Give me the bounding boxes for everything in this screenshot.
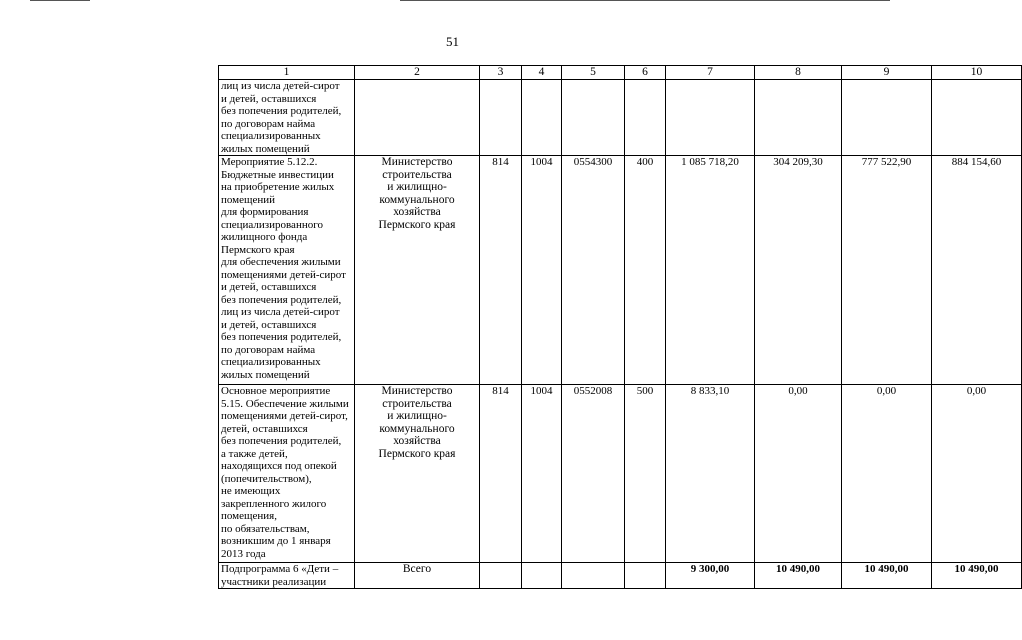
scan-artifact [30, 0, 90, 1]
row-c9: 10 490,00 [842, 563, 932, 589]
row-c4: 1004 [522, 385, 562, 563]
row-c9 [842, 80, 932, 156]
row-c6 [625, 563, 666, 589]
row-c3 [480, 80, 522, 156]
header-cell: 6 [625, 66, 666, 80]
row-org: Министерство строительства и жилищно- коммунального хозяйства Пермского края [355, 385, 480, 563]
row-c3 [480, 563, 522, 589]
row-org: Всего [355, 563, 480, 589]
header-cell: 7 [666, 66, 755, 80]
row-c5: 0552008 [562, 385, 625, 563]
scan-artifact [400, 0, 890, 1]
row-org [355, 80, 480, 156]
row-c7: 9 300,00 [666, 563, 755, 589]
table-row [219, 156, 1022, 385]
row-name: Основное мероприятие 5.15. Обеспечение жилыми помещениями детей-сирот, детей, оставшихся без попечения родителей, а также детей, находящихся под опекой (попечительством), не имеющих закрепленного жилого помещения, по обязательствам, возникшим до 1 января 2013 года [219, 385, 355, 563]
row-c4: 1004 [522, 156, 562, 385]
row-c4 [522, 563, 562, 589]
row-name: Мероприятие 5.12.2. Бюджетные инвестиции на приобретение жилых помещений для формирования специализированного жилищного фонда Пермского края для обеспечения жилыми помещениями детей-сирот и детей, оставшихся без попечения родителей, лиц из числа детей-сирот и детей, оставшихся без попечения родителей, по договорам найма специализированных жилых помещений [219, 156, 355, 385]
table-row [219, 385, 1022, 563]
row-c7: 8 833,10 [666, 385, 755, 563]
table-row [219, 563, 1022, 589]
row-c5: 0554300 [562, 156, 625, 385]
budget-table-body [218, 65, 1022, 589]
header-cell: 5 [562, 66, 625, 80]
row-c7 [666, 80, 755, 156]
header-cell: 8 [755, 66, 842, 80]
row-c4 [522, 80, 562, 156]
table-row [219, 80, 1022, 156]
row-c6: 400 [625, 156, 666, 385]
row-c10 [932, 80, 1022, 156]
header-cell: 2 [355, 66, 480, 80]
row-c10: 10 490,00 [932, 563, 1022, 589]
header-cell: 1 [219, 66, 355, 80]
row-name: Подпрограмма 6 «Дети – участники реализации [219, 563, 355, 589]
row-c8 [755, 80, 842, 156]
row-c9: 0,00 [842, 385, 932, 563]
row-c6 [625, 80, 666, 156]
row-c3: 814 [480, 156, 522, 385]
row-c5 [562, 563, 625, 589]
row-c8: 0,00 [755, 385, 842, 563]
row-org: Министерство строительства и жилищно- коммунального хозяйства Пермского края [355, 156, 480, 385]
header-cell: 4 [522, 66, 562, 80]
row-c9: 777 522,90 [842, 156, 932, 385]
header-row [219, 66, 1022, 80]
row-c8: 304 209,30 [755, 156, 842, 385]
row-name: лиц из числа детей-сирот и детей, оставшихся без попечения родителей, по договорам найма специализированных жилых помещений [219, 80, 355, 156]
row-c10: 884 154,60 [932, 156, 1022, 385]
header-cell: 10 [932, 66, 1022, 80]
page-number: 51 [446, 34, 459, 49]
header-cell: 3 [480, 66, 522, 80]
row-c10: 0,00 [932, 385, 1022, 563]
row-c7: 1 085 718,20 [666, 156, 755, 385]
header-cell: 9 [842, 66, 932, 80]
row-c8: 10 490,00 [755, 563, 842, 589]
row-c6: 500 [625, 385, 666, 563]
row-c5 [562, 80, 625, 156]
row-c3: 814 [480, 385, 522, 563]
